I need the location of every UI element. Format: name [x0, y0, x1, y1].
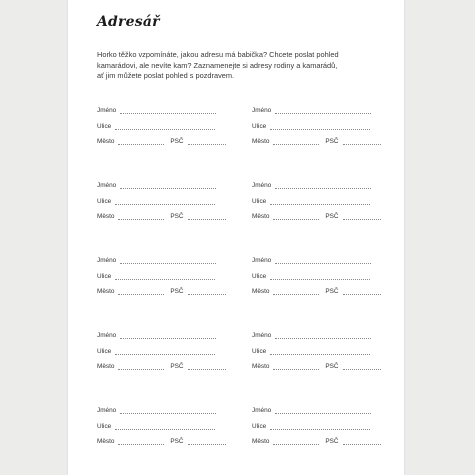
street-label: Ulice: [252, 423, 267, 430]
address-card: [252, 180, 377, 226]
intro-line: ať jim můžete poslat pohled s pozdravem.: [97, 71, 235, 81]
name-field[interactable]: [120, 338, 216, 339]
name-field[interactable]: [275, 338, 371, 339]
city-label: Město: [97, 438, 115, 445]
name-field[interactable]: [275, 113, 371, 114]
name-label: Jméno: [97, 332, 117, 339]
zip-field[interactable]: [188, 369, 226, 370]
city-label: Město: [252, 138, 270, 145]
zip-label: PSČ: [170, 288, 184, 295]
street-label: Ulice: [97, 423, 112, 430]
street-label: Ulice: [97, 198, 112, 205]
page: [68, 0, 404, 475]
name-label: Jméno: [252, 332, 272, 339]
city-field[interactable]: [118, 444, 164, 445]
address-card: [252, 330, 377, 376]
address-card: [252, 255, 377, 301]
name-label: Jméno: [252, 107, 272, 114]
city-label: Město: [252, 288, 270, 295]
zip-label: PSČ: [325, 288, 339, 295]
street-label: Ulice: [252, 123, 267, 130]
street-field[interactable]: [270, 279, 370, 280]
name-label: Jméno: [252, 407, 272, 414]
city-field[interactable]: [273, 294, 319, 295]
zip-label: PSČ: [325, 138, 339, 145]
city-field[interactable]: [118, 294, 164, 295]
zip-field[interactable]: [188, 219, 226, 220]
name-label: Jméno: [252, 182, 272, 189]
street-field[interactable]: [270, 429, 370, 430]
zip-label: PSČ: [170, 138, 184, 145]
name-field[interactable]: [120, 188, 216, 189]
address-card: [97, 180, 222, 226]
street-field[interactable]: [115, 429, 215, 430]
street-label: Ulice: [97, 273, 112, 280]
city-field[interactable]: [273, 369, 319, 370]
name-field[interactable]: [275, 413, 371, 414]
city-label: Město: [252, 213, 270, 220]
city-field[interactable]: [118, 369, 164, 370]
zip-field[interactable]: [343, 444, 381, 445]
city-label: Město: [252, 438, 270, 445]
zip-field[interactable]: [188, 144, 226, 145]
intro-line: kamarádovi, ale nevíte kam? Zaznamenejte si adresy rodiny a kamarádů,: [97, 60, 338, 70]
zip-field[interactable]: [188, 294, 226, 295]
street-field[interactable]: [115, 354, 215, 355]
city-field[interactable]: [273, 219, 319, 220]
street-field[interactable]: [270, 204, 370, 205]
city-label: Město: [97, 213, 115, 220]
intro-line: Horko těžko vzpomínáte, jakou adresu má babička? Chcete poslat pohled: [97, 50, 339, 59]
zip-field[interactable]: [188, 444, 226, 445]
city-label: Město: [97, 288, 115, 295]
name-field[interactable]: [275, 188, 371, 189]
street-field[interactable]: [115, 279, 215, 280]
street-label: Ulice: [252, 348, 267, 355]
page-title: Adresář: [97, 14, 160, 30]
street-field[interactable]: [115, 204, 215, 205]
intro-text: [97, 50, 397, 82]
city-label: Město: [252, 363, 270, 370]
city-field[interactable]: [118, 219, 164, 220]
name-field[interactable]: [120, 413, 216, 414]
name-label: Jméno: [97, 257, 117, 264]
name-field[interactable]: [120, 113, 216, 114]
address-card: [97, 255, 222, 301]
zip-field[interactable]: [343, 369, 381, 370]
zip-label: PSČ: [325, 363, 339, 370]
address-card: [97, 330, 222, 376]
name-field[interactable]: [275, 263, 371, 264]
zip-field[interactable]: [343, 294, 381, 295]
address-card: [252, 105, 377, 151]
street-field[interactable]: [270, 129, 370, 130]
street-label: Ulice: [97, 348, 112, 355]
city-field[interactable]: [118, 144, 164, 145]
zip-field[interactable]: [343, 219, 381, 220]
zip-field[interactable]: [343, 144, 381, 145]
name-label: Jméno: [97, 182, 117, 189]
zip-label: PSČ: [170, 213, 184, 220]
name-label: Jméno: [97, 107, 117, 114]
zip-label: PSČ: [325, 213, 339, 220]
city-field[interactable]: [273, 444, 319, 445]
city-field[interactable]: [273, 144, 319, 145]
address-card: [97, 105, 222, 151]
address-card: [252, 405, 377, 451]
address-card: [97, 405, 222, 451]
zip-label: PSČ: [325, 438, 339, 445]
name-field[interactable]: [120, 263, 216, 264]
city-label: Město: [97, 138, 115, 145]
street-field[interactable]: [270, 354, 370, 355]
zip-label: PSČ: [170, 363, 184, 370]
street-label: Ulice: [97, 123, 112, 130]
city-label: Město: [97, 363, 115, 370]
name-label: Jméno: [97, 407, 117, 414]
street-label: Ulice: [252, 198, 267, 205]
street-field[interactable]: [115, 129, 215, 130]
zip-label: PSČ: [170, 438, 184, 445]
street-label: Ulice: [252, 273, 267, 280]
name-label: Jméno: [252, 257, 272, 264]
